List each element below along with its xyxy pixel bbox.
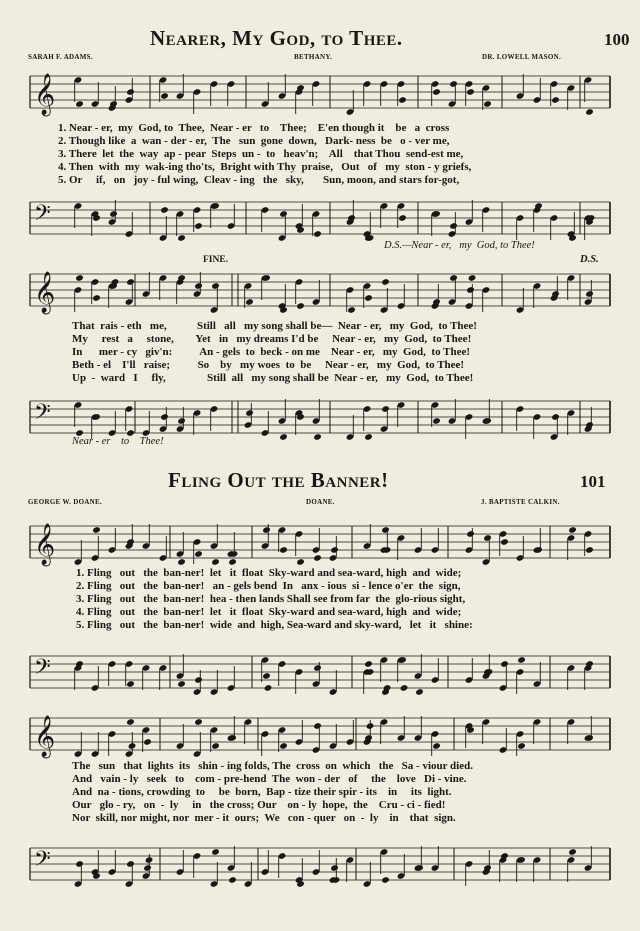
hymn-100-verse-2b: My rest a stone, Yet in my dreams I'd be Near - er, my God, to Thee! (72, 333, 472, 345)
svg-text:𝄞: 𝄞 (34, 272, 56, 313)
hymn-101-tune: DOANE. (306, 498, 335, 506)
hymn-100-verse-4b: Beth - el I'll raise; So by my woes to be Near - er, my God, to Thee! (72, 359, 465, 371)
hymn-100-verse-1a: 1. Near - er, my God, to Thee, Near - er to Thee; E'en though it be a cross (58, 122, 450, 134)
hymn-100-fine-mark: FINE. (203, 255, 229, 265)
hymn-100-verse-2a: 2. Though like a wan - der - er, The sun gone down, Dark- ness be o - ver me, (58, 135, 450, 147)
hymn-101-verse-1a: 1. Fling out the ban-ner! let it float Sky-ward and sea-ward, high and wide; (76, 567, 462, 579)
hymn-100-number: 100 (604, 30, 630, 49)
hymn-100-treble-staff-1 (30, 70, 610, 116)
hymn-101-verse-5b: Nor skill, nor might, nor mer - it ours; We con - quer on - ly in that sign. (72, 812, 456, 824)
hymn-100-verse-4a: 4. Then with my wak-ing tho'ts, Bright with Thy praise, Out of my ston - y griefs, (58, 161, 472, 173)
svg-text:𝄞: 𝄞 (34, 524, 56, 565)
svg-text:𝄢: 𝄢 (34, 400, 51, 430)
hymn-100-verse-3a: 3. There let the way ap - pear Steps un - to heav'n; All that Thou send-est me, (58, 148, 464, 160)
hymn-100-verse-3b: In mer - cy giv'n: An - gels to beck - on me Near - er, my God, to Thee! (72, 346, 471, 358)
hymn-100-composer: DR. LOWELL MASON. (482, 53, 561, 61)
hymn-101-verse-5a: 5. Fling out the ban-ner! wide and high, Sea-ward and sky-ward, let it shine: (76, 619, 473, 631)
hymn-100-title: Nearer, My God, to Thee. (150, 26, 403, 50)
hymn-101-bass-staff-2 (30, 842, 610, 888)
hymn-100-bass-staff-2 (30, 395, 610, 441)
svg-text:𝄞: 𝄞 (34, 716, 56, 757)
hymn-100-bass-staff-1 (30, 196, 610, 242)
svg-text:𝄢: 𝄢 (34, 655, 51, 685)
hymn-101-title: Fling Out the Banner! (168, 468, 389, 492)
hymn-101-verse-2b: And vain - ly seek to com - pre-hend The won - der of the love Di - vine. (72, 773, 467, 785)
hymn-101-verse-2a: 2. Fling out the ban-ner! an - gels bend In anx - ious si - lence o'er the sign, (76, 580, 461, 592)
hymn-100-treble-staff-2 (30, 268, 610, 314)
svg-text:𝄢: 𝄢 (34, 847, 51, 877)
hymn-100-tune: BETHANY. (294, 53, 333, 61)
hymn-101-treble-staff-1 (30, 520, 610, 566)
hymn-100-ds-text: D.S.—Near - er, my God, to Thee! (384, 240, 535, 251)
hymn-100-verse-5b: Up - ward I fly, Still all my song shall be Near - er, my God, to Thee! (72, 372, 474, 384)
hymn-101-treble-staff-2 (30, 712, 610, 758)
hymn-100-verse-1b: That rais - eth me, Still all my song shall be— Near - er, my God, to Thee! (72, 320, 477, 332)
hymn-101-verse-4a: 4. Fling out the ban-ner! let it float Sky-ward and sea-ward, high and wide; (76, 606, 462, 618)
hymn-101-number: 101 (580, 472, 606, 491)
svg-text:𝄞: 𝄞 (34, 74, 56, 115)
hymn-100-ds-mark: D.S. (580, 254, 599, 265)
hymn-100-author: SARAH F. ADAMS. (28, 53, 93, 61)
hymn-101-composer: J. BAPTISTE CALKIN. (481, 498, 560, 506)
hymn-101-bass-staff-1 (30, 650, 610, 696)
hymn-101-author: GEORGE W. DOANE. (28, 498, 103, 506)
hymn-100-bottom-text: Near - er to Thee! (72, 436, 164, 447)
hymn-101-verse-3a: 3. Fling out the ban-ner! hea - then lands Shall see from far the glo-rious sight, (76, 593, 466, 605)
hymn-101-verse-3b: And na - tions, crowding to be born, Bap - tize their spir - its in its light. (72, 786, 452, 798)
hymn-100-verse-5a: 5. Or if, on joy - ful wing, Cleav - ing the sky, Sun, moon, and stars for-got, (58, 174, 460, 186)
hymn-101-verse-1b: The sun that lights its shin - ing folds, The cross on which the Sa - viour died. (72, 760, 473, 772)
hymn-101-verse-4b: Our glo - ry, on - ly in the cross; Our on - ly hope, the Cru - ci - fied! (72, 799, 446, 811)
svg-text:𝄢: 𝄢 (34, 201, 51, 231)
